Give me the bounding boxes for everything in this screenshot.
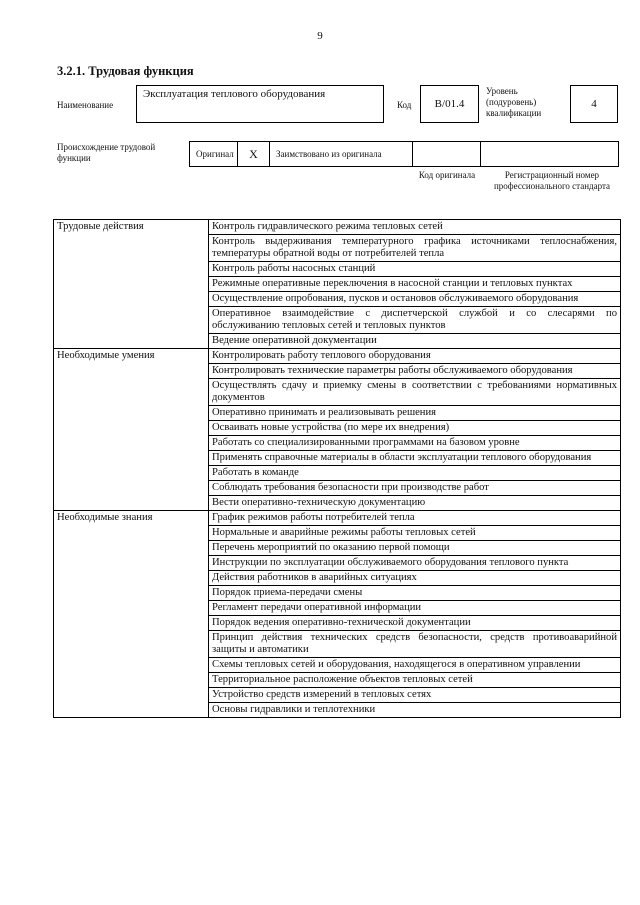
item-cell: Нормальные и аварийные режимы работы тепловых сетей — [209, 526, 621, 541]
category-cell: Необходимые знания — [54, 511, 209, 718]
item-cell: Контролировать работу теплового оборудования — [209, 349, 621, 364]
table-row — [54, 511, 621, 526]
item-cell: Вести оперативно-техническую документацию — [209, 496, 621, 511]
item-cell: Принцип действия технических средств безопасности, средств противоаварийной защиты и автоматики — [209, 631, 621, 658]
item-cell: Регламент передачи оперативной информации — [209, 601, 621, 616]
item-cell: Режимные оперативные переключения в насосной станции и тепловых пунктах — [209, 277, 621, 292]
origin-label: Происхождение трудовой функции — [57, 142, 156, 163]
item-cell: Территориальное расположение объектов тепловых сетей — [209, 673, 621, 688]
item-cell: Ведение оперативной документации — [209, 334, 621, 349]
item-cell: График режимов работы потребителей тепла — [209, 511, 621, 526]
reg-number-caption: Регистрационный номер профессионального стандарта — [493, 170, 611, 191]
reg-number-cell — [481, 141, 619, 167]
category-cell: Необходимые умения — [54, 349, 209, 511]
code-field: В/01.4 — [420, 85, 479, 123]
item-cell: Оперативно принимать и реализовывать решения — [209, 406, 621, 421]
item-cell: Контроль выдерживания температурного графика источниками теплоснабжения, температуры обратной воды от потребителей тепла — [209, 235, 621, 262]
item-cell: Осуществление опробования, пусков и остановов обслуживаемого оборудования — [209, 292, 621, 307]
item-cell: Оперативное взаимодействие с диспетчерской службой и со слесарями по обслуживанию тепловых сетей и тепловых пунктов — [209, 307, 621, 334]
table-row — [54, 220, 621, 235]
item-cell: Перечень мероприятий по оказанию первой помощи — [209, 541, 621, 556]
original-label: Оригинал — [189, 141, 238, 167]
code-label: Код — [397, 100, 412, 110]
item-cell: Применять справочные материалы в области эксплуатации теплового оборудования — [209, 451, 621, 466]
original-mark: X — [238, 141, 270, 167]
borrowed-label: Заимствовано из оригинала — [270, 141, 413, 167]
page-number: 9 — [317, 30, 323, 42]
item-cell: Осваивать новые устройства (по мере их внедрения) — [209, 421, 621, 436]
item-cell: Основы гидравлики и теплотехники — [209, 703, 621, 718]
name-label: Наименование — [57, 100, 114, 110]
labor-function-table — [53, 219, 621, 718]
qualification-level-field: 4 — [570, 85, 618, 123]
item-cell: Контролировать технические параметры работы обслуживаемого оборудования — [209, 364, 621, 379]
item-cell: Осуществлять сдачу и приемку смены в соответствии с требованиями нормативных документов — [209, 379, 621, 406]
item-cell: Контроль работы насосных станций — [209, 262, 621, 277]
item-cell: Действия работников в аварийных ситуациях — [209, 571, 621, 586]
item-cell: Работать в команде — [209, 466, 621, 481]
category-cell: Трудовые действия — [54, 220, 209, 349]
origin-row — [189, 141, 619, 167]
item-cell: Соблюдать требования безопасности при производстве работ — [209, 481, 621, 496]
item-cell: Работать со специализированными программами на базовом уровне — [209, 436, 621, 451]
item-cell: Инструкции по эксплуатации обслуживаемого оборудования теплового пункта — [209, 556, 621, 571]
item-cell: Устройство средств измерений в тепловых сетях — [209, 688, 621, 703]
qualification-level-label: Уровень (подуровень) квалификации — [486, 86, 542, 118]
item-cell: Контроль гидравлического режима тепловых сетей — [209, 220, 621, 235]
item-cell: Схемы тепловых сетей и оборудования, находящегося в оперативном управлении — [209, 658, 621, 673]
item-cell: Порядок приема-передачи смены — [209, 586, 621, 601]
table-row — [54, 349, 621, 364]
original-code-cell — [413, 141, 481, 167]
item-cell: Порядок ведения оперативно-технической документации — [209, 616, 621, 631]
section-title: 3.2.1. Трудовая функция — [57, 64, 194, 78]
function-name-field: Эксплуатация теплового оборудования — [136, 85, 384, 123]
code-original-caption: Код оригинала — [418, 170, 476, 180]
